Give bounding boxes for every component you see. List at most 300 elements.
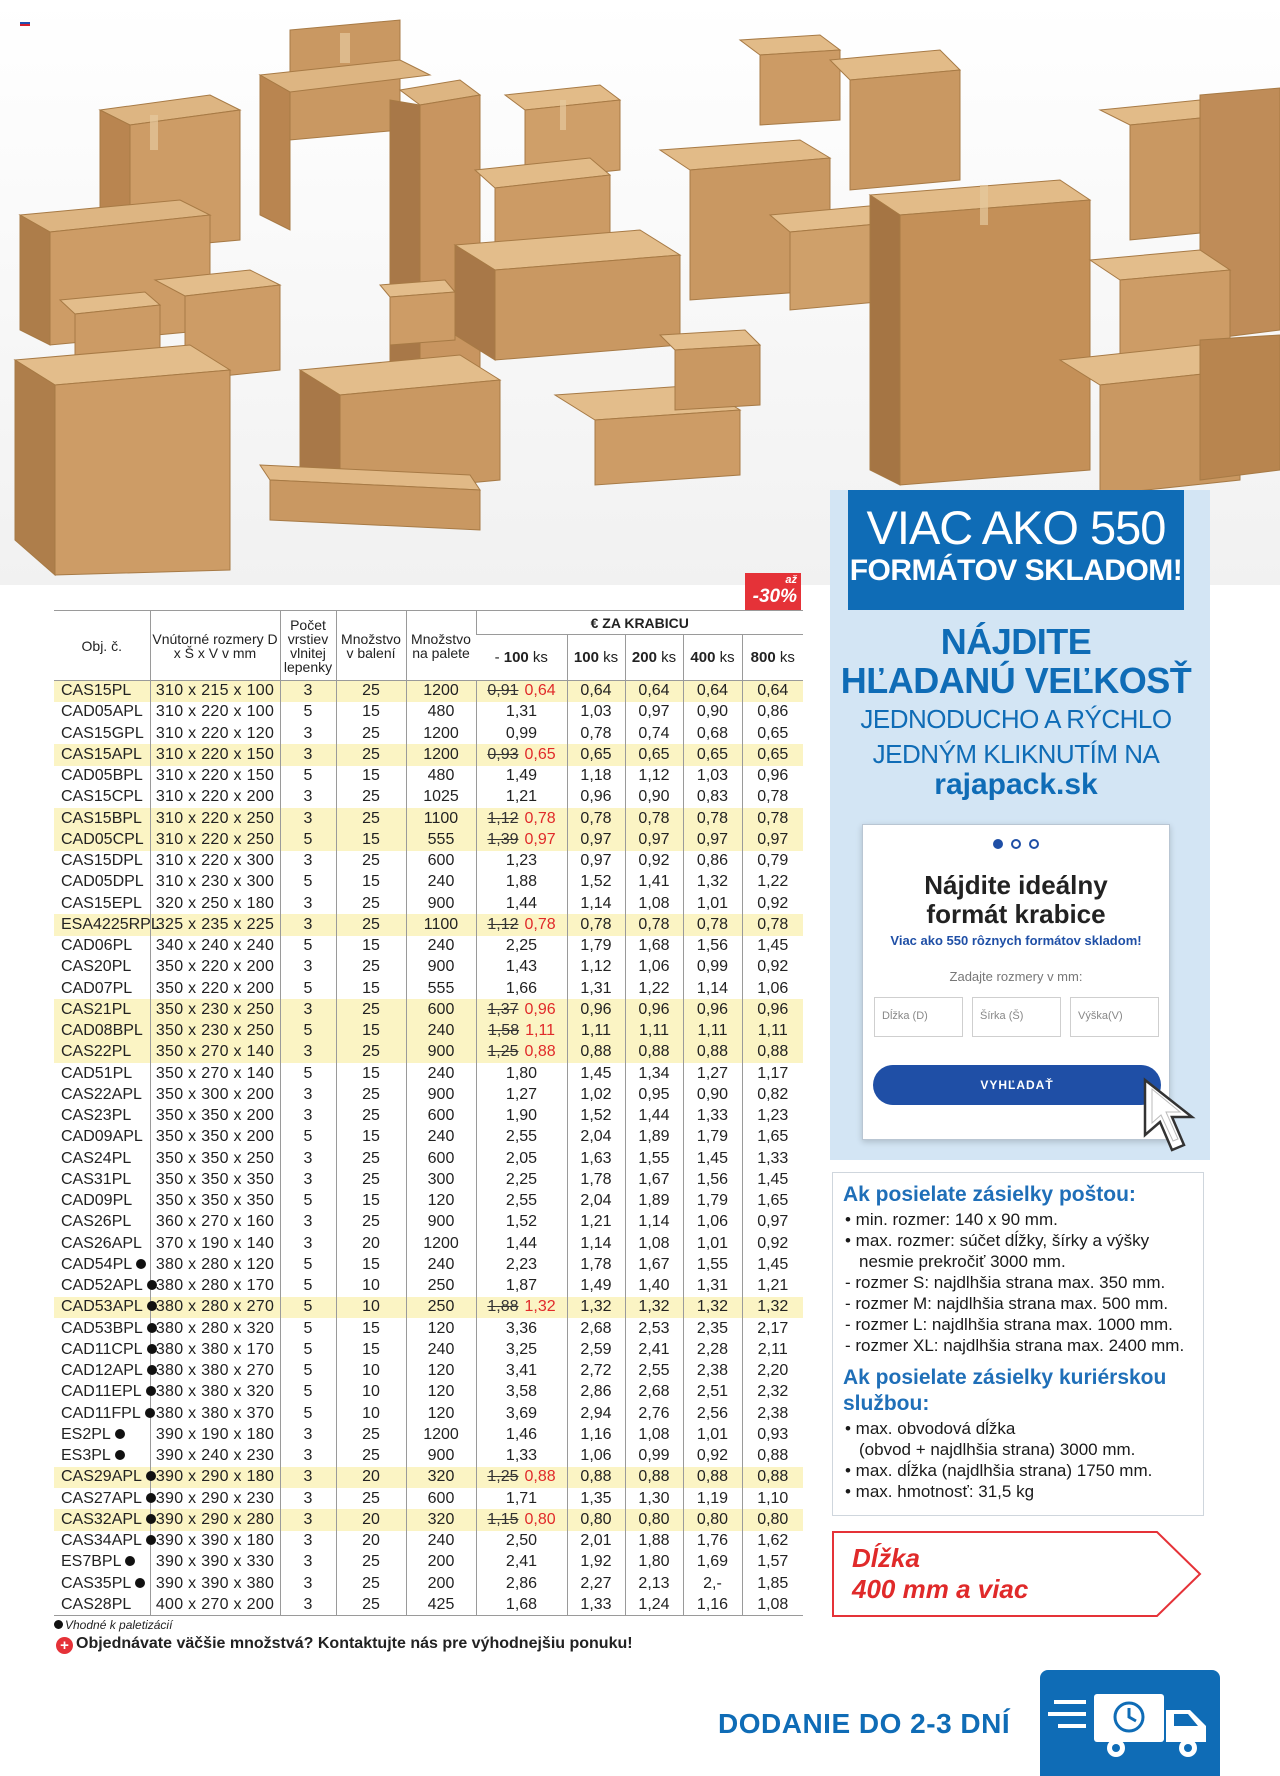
cell-price-800 <box>742 1084 803 1105</box>
cell-code-text: CAS15CPL <box>61 788 143 806</box>
discount-value: -30% <box>752 586 797 607</box>
cell-code-text: CAD07PL <box>61 979 133 997</box>
length-field[interactable]: Dĺžka (D) <box>874 997 963 1037</box>
cell-layers-text: 3 <box>303 1149 313 1167</box>
cell-layers <box>280 681 336 702</box>
new-price: 0,78 <box>524 915 556 933</box>
cell-price-200 <box>625 1509 683 1530</box>
cell-pack-qty-text: 20 <box>362 1532 380 1550</box>
cell-pack-qty <box>336 1467 406 1488</box>
cell-price-under-100-text: 2,23 <box>505 1255 538 1273</box>
cell-pallet-qty <box>406 1488 476 1509</box>
table-row <box>54 1191 803 1212</box>
cell-price-200-text: 0,97 <box>638 830 670 848</box>
cell-price-100 <box>567 914 625 935</box>
table-row <box>54 1531 803 1552</box>
cell-price-under-100 <box>476 1446 567 1467</box>
cell-dimensions <box>150 1276 280 1297</box>
cell-price-under-100 <box>476 787 567 808</box>
cell-dimensions-text: 390 x 390 x 180 <box>155 1532 275 1550</box>
cell-price-400-text: 1,32 <box>696 1298 729 1316</box>
cell-price-100 <box>567 723 625 744</box>
cell-code-text: CAD51PL <box>61 1064 133 1082</box>
width-field[interactable]: Šírka (Š) <box>972 997 1061 1037</box>
cell-price-under-100-text: 1,52 <box>505 1213 538 1231</box>
cell-price-400 <box>683 787 742 808</box>
cell-price-800-text: 0,78 <box>757 788 789 806</box>
cell-pallet-qty-text: 240 <box>427 1064 455 1082</box>
cell-code-text: CAD05APL <box>61 703 143 721</box>
cell-pack-qty <box>336 723 406 744</box>
cell-dimensions <box>150 829 280 850</box>
cell-price-800 <box>742 829 803 850</box>
cell-price-200-text: 2,68 <box>638 1383 670 1401</box>
cell-price-under-100 <box>476 1424 567 1445</box>
qty-unit: ks <box>528 648 548 666</box>
cell-price-200 <box>625 1488 683 1509</box>
cell-code-text: CAS15PL <box>61 682 132 700</box>
cell-dimensions <box>150 1063 280 1084</box>
cell-dimensions <box>150 1191 280 1212</box>
cell-pallet-qty <box>406 1446 476 1467</box>
cell-pallet-qty <box>406 1254 476 1275</box>
cell-pallet-qty <box>406 1382 476 1403</box>
cell-code <box>54 681 150 702</box>
cell-pallet-qty-text: 900 <box>427 958 455 976</box>
cell-pallet-qty <box>406 1169 476 1190</box>
cell-layers-text: 3 <box>303 1234 313 1252</box>
cell-price-under-100 <box>476 999 567 1020</box>
cell-dimensions <box>150 936 280 957</box>
cell-code <box>54 936 150 957</box>
cell-code <box>54 1084 150 1105</box>
cell-dimensions <box>150 872 280 893</box>
widget-subtitle: Viac ako 550 rôznych formátov skladom! <box>890 933 1142 948</box>
cell-dimensions <box>150 744 280 765</box>
cell-layers <box>280 1042 336 1063</box>
cell-code <box>54 893 150 914</box>
col-header-pack-qty: Množstvo v balení <box>336 611 406 681</box>
table-row <box>54 1297 803 1318</box>
cell-layers-text: 3 <box>303 1468 313 1486</box>
discount-badge <box>745 573 801 611</box>
cell-price-400 <box>683 1233 742 1254</box>
cell-price-200-text: 1,88 <box>638 1532 670 1550</box>
cell-price-400-text: 1,76 <box>696 1532 729 1550</box>
cell-dimensions <box>150 1552 280 1573</box>
cell-pallet-qty-text: 1200 <box>423 1234 459 1252</box>
website-link[interactable]: rajapack.sk <box>934 768 1098 801</box>
cell-price-400-text: 1,33 <box>696 1107 729 1125</box>
cell-pack-qty-text: 25 <box>362 1213 380 1231</box>
cell-price-under-100 <box>476 978 567 999</box>
cell-price-800-text: 1,33 <box>757 1149 789 1167</box>
widget-title <box>863 871 1169 929</box>
cell-price-100-text: 1,35 <box>580 1489 612 1507</box>
cell-code <box>54 808 150 829</box>
cell-price-under-100-text: 1,27 <box>505 1085 538 1103</box>
cell-layers <box>280 1212 336 1233</box>
length-label-line-2: 400 mm a viac <box>852 1574 1029 1604</box>
cell-pallet-qty <box>406 872 476 893</box>
cell-price-200 <box>625 829 683 850</box>
cell-price-200 <box>625 787 683 808</box>
cell-dimensions-text: 310 x 220 x 100 <box>155 703 275 721</box>
cell-price-800-text: 0,88 <box>757 1447 789 1465</box>
cell-pack-qty <box>336 1403 406 1424</box>
cell-code-text: CAS15APL <box>61 745 142 763</box>
cell-price-800-text: 2,32 <box>757 1383 789 1401</box>
col-header-dims: Vnútorné rozmery D x Š x V v mm <box>150 611 280 681</box>
cell-layers <box>280 893 336 914</box>
cell-price-200-text: 1,40 <box>638 1277 670 1295</box>
cell-price-100 <box>567 872 625 893</box>
cell-code <box>54 1531 150 1552</box>
cell-price-200-text: 1,67 <box>638 1170 670 1188</box>
cell-price-400-text: 2,38 <box>696 1362 729 1380</box>
height-field[interactable]: Výška(V) <box>1070 997 1159 1037</box>
cell-price-800-text: 0,88 <box>757 1043 789 1061</box>
cell-layers-text: 3 <box>303 1085 313 1103</box>
cell-pack-qty-text: 25 <box>362 1574 380 1592</box>
cell-price-200 <box>625 1254 683 1275</box>
cell-pack-qty-text: 15 <box>362 703 380 721</box>
cell-price-200 <box>625 1382 683 1403</box>
cell-dimensions-text: 350 x 350 x 200 <box>155 1128 275 1146</box>
cell-code-text: CAD11CPL <box>61 1340 143 1358</box>
cell-pallet-qty-text: 120 <box>427 1404 455 1422</box>
new-price: 0,80 <box>524 1510 556 1528</box>
cell-pallet-qty <box>406 744 476 765</box>
cell-price-100 <box>567 1531 625 1552</box>
cell-price-100 <box>567 1403 625 1424</box>
table-row <box>54 1127 803 1148</box>
cell-price-400-text: 1,14 <box>696 979 729 997</box>
cell-layers <box>280 1127 336 1148</box>
cell-pack-qty-text: 25 <box>362 958 380 976</box>
cell-pallet-qty <box>406 1424 476 1445</box>
table-row <box>54 808 803 829</box>
cell-pack-qty <box>336 1361 406 1382</box>
cell-code-text: CAD52APL <box>61 1277 143 1295</box>
cell-price-800 <box>742 851 803 872</box>
cell-pallet-qty-text: 600 <box>427 1107 455 1125</box>
cell-dimensions-text: 310 x 220 x 250 <box>155 830 275 848</box>
cell-price-800-text: 1,11 <box>757 1022 788 1040</box>
old-price: 1,37 <box>487 1000 519 1018</box>
cell-price-400 <box>683 1361 742 1382</box>
cell-pack-qty-text: 20 <box>362 1234 380 1252</box>
cell-code-text: CAD09APL <box>61 1128 143 1146</box>
cell-price-under-100-text: 3,41 <box>505 1362 538 1380</box>
cell-price-100 <box>567 1276 625 1297</box>
cell-dimensions-text: 350 x 350 x 350 <box>155 1192 275 1210</box>
cell-code-text: CAS28PL <box>61 1595 132 1613</box>
cell-pack-qty <box>336 914 406 935</box>
cell-pallet-qty-text: 1100 <box>423 809 459 827</box>
cell-price-400 <box>683 1318 742 1339</box>
col-header-code: Obj. č. <box>81 637 122 654</box>
cell-pack-qty <box>336 1276 406 1297</box>
cell-price-100 <box>567 1446 625 1467</box>
cell-pallet-qty-text: 900 <box>427 1085 455 1103</box>
cell-layers <box>280 1084 336 1105</box>
shipping-info-box <box>832 1172 1204 1516</box>
cell-layers <box>280 872 336 893</box>
cell-price-200-text: 1,55 <box>638 1149 670 1167</box>
cell-price-under-100-text: 2,05 <box>505 1149 538 1167</box>
table-row <box>54 893 803 914</box>
table-row <box>54 1063 803 1084</box>
cell-dimensions <box>150 1424 280 1445</box>
cell-code-text: CAS15BPL <box>61 809 142 827</box>
courier-item: (obvod + najdlhšia strana) 3000 mm. <box>859 1440 1136 1459</box>
cell-pallet-qty <box>406 1191 476 1212</box>
cell-pallet-qty-text: 900 <box>427 1213 455 1231</box>
cell-price-200-text: 0,96 <box>638 1000 670 1018</box>
cell-price-400 <box>683 1021 742 1042</box>
cell-price-800-text: 0,78 <box>757 809 789 827</box>
cell-price-under-100-text: 1,44 <box>505 1234 538 1252</box>
cell-price-400 <box>683 1148 742 1169</box>
cell-price-800-text: 2,38 <box>757 1404 789 1422</box>
cell-layers <box>280 702 336 723</box>
table-row <box>54 1106 803 1127</box>
qty-unit: ks <box>715 648 735 666</box>
cell-pack-qty <box>336 787 406 808</box>
table-row <box>54 1594 803 1615</box>
cell-code-text: CAD11FPL <box>61 1404 141 1422</box>
cell-price-200 <box>625 702 683 723</box>
cell-price-under-100 <box>476 851 567 872</box>
cell-price-400 <box>683 766 742 787</box>
cell-pack-qty-text: 20 <box>362 1468 380 1486</box>
table-row <box>54 702 803 723</box>
cell-pack-qty <box>336 681 406 702</box>
cell-price-200 <box>625 1148 683 1169</box>
courier-item: • max. dĺžka (najdlhšia strana) 1750 mm. <box>845 1461 1153 1480</box>
cell-price-under-100-text: 1,66 <box>505 979 538 997</box>
carousel-dot[interactable] <box>1011 839 1021 849</box>
cell-pack-qty <box>336 1594 406 1615</box>
cell-price-800-text: 0,92 <box>757 958 789 976</box>
cell-price-100-text: 1,14 <box>580 894 612 912</box>
cell-layers <box>280 1276 336 1297</box>
cell-layers <box>280 787 336 808</box>
cell-pallet-qty-text: 600 <box>427 1000 455 1018</box>
cell-price-800 <box>742 1531 803 1552</box>
cell-price-100 <box>567 1148 625 1169</box>
cell-dimensions <box>150 1488 280 1509</box>
cell-price-400-text: 1,06 <box>696 1213 729 1231</box>
cell-pack-qty-text: 25 <box>362 1149 380 1167</box>
cell-price-200-text: 0,92 <box>638 852 670 870</box>
cell-price-100-text: 1,78 <box>580 1170 612 1188</box>
cell-dimensions-text: 350 x 220 x 200 <box>155 979 275 997</box>
col-header-qty-200 <box>625 635 683 681</box>
cell-dimensions <box>150 999 280 1020</box>
find-size-subtitle-line-2: JEDNÝM KLIKNUTÍM NA <box>872 739 1160 769</box>
cell-price-200 <box>625 1021 683 1042</box>
cell-price-400-text: 1,01 <box>696 894 729 912</box>
cell-price-100-text: 1,78 <box>580 1255 612 1273</box>
cell-price-800 <box>742 1254 803 1275</box>
cell-pack-qty-text: 15 <box>362 1319 380 1337</box>
cell-price-400 <box>683 914 742 935</box>
table-row <box>54 787 803 808</box>
cell-price-100-text: 1,12 <box>580 958 612 976</box>
old-price: 1,12 <box>487 915 519 933</box>
cell-code <box>54 999 150 1020</box>
cell-price-400 <box>683 702 742 723</box>
cell-layers-text: 5 <box>303 703 313 721</box>
cell-dimensions <box>150 1233 280 1254</box>
cell-dimensions-text: 340 x 240 x 240 <box>155 937 275 955</box>
cell-pack-qty <box>336 1509 406 1530</box>
cell-code-text: CAS26APL <box>61 1234 142 1252</box>
cell-layers <box>280 1382 336 1403</box>
post-item: • min. rozmer: 140 x 90 mm. <box>845 1210 1058 1229</box>
pallet-dot-icon <box>146 1514 156 1524</box>
cell-layers-text: 3 <box>303 1043 313 1061</box>
cell-price-200-text: 1,80 <box>638 1553 670 1571</box>
cell-price-200 <box>625 1127 683 1148</box>
cell-dimensions <box>150 1254 280 1275</box>
cell-code-text: CAS34APL <box>61 1532 142 1550</box>
cell-layers <box>280 723 336 744</box>
cell-pallet-qty-text: 900 <box>427 1043 455 1061</box>
cell-layers <box>280 1446 336 1467</box>
cell-pack-qty-text: 15 <box>362 830 380 848</box>
cell-pallet-qty-text: 240 <box>427 873 455 891</box>
cell-code-text: CAS32APL <box>61 1510 142 1528</box>
cell-price-100 <box>567 744 625 765</box>
cell-pack-qty <box>336 1424 406 1445</box>
cell-price-800 <box>742 1552 803 1573</box>
cell-price-800-text: 0,88 <box>757 1468 789 1486</box>
cell-pack-qty-text: 25 <box>362 1000 380 1018</box>
cell-code <box>54 1191 150 1212</box>
cell-price-under-100 <box>476 1042 567 1063</box>
cell-price-200 <box>625 1361 683 1382</box>
cell-pack-qty <box>336 702 406 723</box>
cell-layers-text: 5 <box>303 937 313 955</box>
cell-pack-qty-text: 15 <box>362 873 380 891</box>
cell-price-400 <box>683 1169 742 1190</box>
cell-pack-qty-text: 25 <box>362 809 380 827</box>
cell-code-text: CAD05CPL <box>61 830 144 848</box>
cell-pallet-qty-text: 320 <box>427 1468 455 1486</box>
cell-price-under-100 <box>476 744 567 765</box>
cell-price-under-100-text: 2,55 <box>505 1192 538 1210</box>
cell-dimensions <box>150 766 280 787</box>
cell-pallet-qty <box>406 914 476 935</box>
mouse-cursor-icon <box>1140 1075 1230 1165</box>
cell-price-400 <box>683 1509 742 1530</box>
cell-price-200-text: 1,11 <box>639 1022 669 1040</box>
cell-dimensions <box>150 723 280 744</box>
cell-dimensions-text: 390 x 240 x 230 <box>155 1447 275 1465</box>
cell-dimensions-text: 380 x 280 x 270 <box>155 1298 275 1316</box>
cell-layers-text: 3 <box>303 915 313 933</box>
cell-price-under-100-text: 1,33 <box>505 1447 538 1465</box>
cell-price-100-text: 1,52 <box>580 873 612 891</box>
carousel-dot[interactable] <box>1029 839 1039 849</box>
cell-price-800 <box>742 766 803 787</box>
delivery-truck-badge <box>1040 1670 1220 1776</box>
new-price: 1,11 <box>525 1022 556 1040</box>
cell-price-800 <box>742 1233 803 1254</box>
cell-layers <box>280 1509 336 1530</box>
cell-code <box>54 1318 150 1339</box>
table-row <box>54 766 803 787</box>
new-price: 0,64 <box>524 682 556 700</box>
cell-dimensions <box>150 978 280 999</box>
cell-pallet-qty-text: 240 <box>427 1255 455 1273</box>
cell-dimensions-text: 310 x 220 x 150 <box>155 745 275 763</box>
cell-layers <box>280 1169 336 1190</box>
cell-price-800-text: 1,45 <box>757 1170 789 1188</box>
qty-prefix: - <box>494 648 504 666</box>
cell-dimensions-text: 380 x 380 x 320 <box>155 1383 275 1401</box>
cell-price-400 <box>683 744 742 765</box>
cell-price-100 <box>567 1063 625 1084</box>
cell-pallet-qty <box>406 1467 476 1488</box>
cell-price-200-text: 2,13 <box>638 1574 670 1592</box>
cell-price-under-100 <box>476 936 567 957</box>
cell-pack-qty-text: 10 <box>362 1298 380 1316</box>
cell-price-800-text: 0,78 <box>757 915 789 933</box>
table-row <box>54 914 803 935</box>
search-button[interactable]: VYHĽADAŤ <box>873 1065 1161 1105</box>
cell-pack-qty <box>336 1021 406 1042</box>
cell-dimensions <box>150 851 280 872</box>
cell-price-400 <box>683 1276 742 1297</box>
widget-title-line-2: formát krabice <box>926 899 1106 929</box>
cell-price-under-100-text: 3,25 <box>505 1340 538 1358</box>
cell-price-100-text: 0,97 <box>580 852 612 870</box>
cell-code <box>54 1169 150 1190</box>
cell-price-100 <box>567 851 625 872</box>
cell-price-under-100 <box>476 723 567 744</box>
size-finder-widget <box>862 824 1170 1140</box>
cell-dimensions-text: 350 x 350 x 250 <box>155 1149 275 1167</box>
cell-price-200 <box>625 1403 683 1424</box>
widget-hint: Zadajte rozmery v mm: <box>949 969 1083 984</box>
cell-dimensions-text: 320 x 250 x 180 <box>155 894 275 912</box>
table-row <box>54 744 803 765</box>
cell-price-100-text: 1,21 <box>580 1213 612 1231</box>
cell-layers-text: 5 <box>303 1404 313 1422</box>
cell-price-100 <box>567 1084 625 1105</box>
cell-dimensions <box>150 681 280 702</box>
cell-price-200-text: 1,12 <box>638 767 670 785</box>
cell-price-under-100-text: 2,55 <box>505 1128 538 1146</box>
cell-price-100-text: 0,78 <box>580 915 612 933</box>
cell-pack-qty-text: 15 <box>362 1192 380 1210</box>
old-price: 1,88 <box>487 1298 519 1316</box>
carousel-dot-active[interactable] <box>993 839 1003 849</box>
cell-pack-qty <box>336 1106 406 1127</box>
cell-layers <box>280 766 336 787</box>
cell-pallet-qty-text: 425 <box>427 1595 455 1613</box>
cell-price-200-text: 1,24 <box>638 1595 670 1613</box>
cell-price-800-text: 0,82 <box>757 1085 789 1103</box>
cell-code <box>54 1254 150 1275</box>
col-header-qty-under-100 <box>476 635 567 681</box>
cell-price-100-text: 0,80 <box>580 1510 612 1528</box>
cell-price-800 <box>742 999 803 1020</box>
